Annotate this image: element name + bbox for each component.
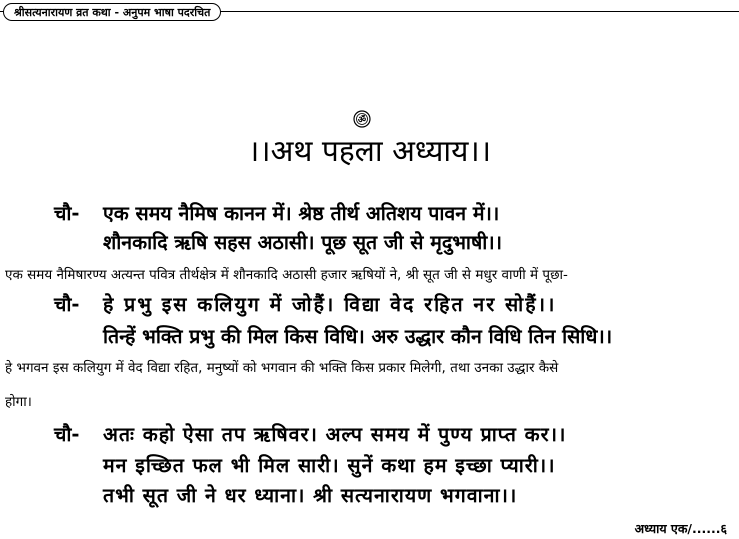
verse-label: चौ- xyxy=(54,202,80,225)
verse-label: चौ- xyxy=(54,293,80,316)
verse-line: एक समय नैमिष कानन में। श्रेष्ठ तीर्थ अतिशय पावन में।। xyxy=(103,202,500,225)
verse-line: तिन्हें भक्ति प्रभु की मिल किस विधि। अरु उद्धार कौन विधि तिन सिधि।। xyxy=(103,325,613,348)
book-title-tab: श्रीसत्यनारायण व्रत कथा - अनुपम भाषा पदरचित xyxy=(3,3,221,21)
page-footer: अध्याय एक/......६ xyxy=(634,521,727,536)
verse-label: चौ- xyxy=(54,423,80,446)
chapter-title: ।।अथ पहला अध्याय।। xyxy=(247,134,492,169)
verse-line: अतः कहो ऐसा तप ऋषिवर। अल्प समय में पुण्य प्राप्त कर।। xyxy=(103,423,567,446)
prose-line: एक समय नैमिषारण्य अत्यन्त पवित्र तीर्थक्षेत्र में शौनकादि अठासी हजार ऋषियों ने, श्री सूत जी से मधुर वाणी में पूछा- xyxy=(5,267,568,283)
verse-line: मन इच्छित फल भी मिल सारी। सुनें कथा हम इच्छा प्यारी।। xyxy=(103,454,556,477)
svg-text:ॐ: ॐ xyxy=(357,115,367,126)
om-icon xyxy=(353,110,371,128)
prose-line: हे भगवन इस कलियुग में वेद विद्या रहित, मनुष्यों को भगवान की भक्ति किस प्रकार मिलेगी, तथा उनका उद्धार कैसे xyxy=(5,360,559,376)
prose-line: होगा। xyxy=(5,394,32,410)
verse-line: शौनकादि ऋषि सहस अठासी। पूछ सूत जी से मृदुभाषी।। xyxy=(103,231,503,254)
verse-line: हे प्रभु इस कलियुग में जोहैं। विद्या वेद रहित नर सोहैं।। xyxy=(103,293,557,316)
verse-line: तभी सूत जी ने धर ध्याना। श्री सत्यनारायण भगवाना।। xyxy=(103,484,518,507)
